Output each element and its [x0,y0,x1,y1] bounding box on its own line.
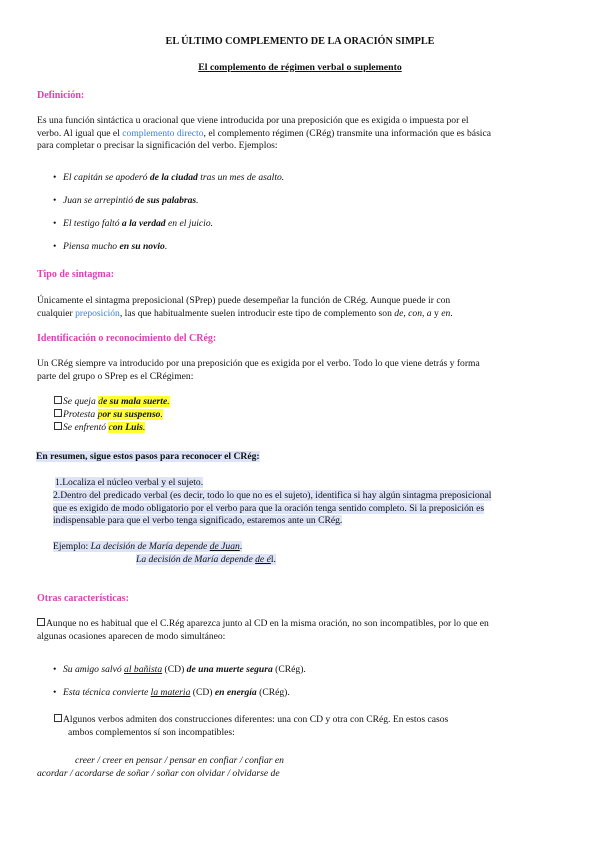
list-item: • El capitán se apoderó de la ciudad tras un mes de asalto. [53,172,285,183]
verb-pairs-line-2: acordar / acordarse de soñar / soñar con olvidar / olvidarse de [37,768,280,779]
heading-definicion: Definición: [37,90,85,101]
link-complemento-directo[interactable]: complemento directo [122,127,204,139]
resumen-example-2: La decisión de María depende de él. [136,554,276,565]
checkbox-icon [37,618,45,626]
identificacion-paragraph [37,358,565,383]
list-item: • Esta técnica convierte la materia (CD) en energía (CRég). [53,687,290,698]
link-preposicion[interactable]: preposición [75,307,120,319]
list-item: • Juan se arrepintió de sus palabras. [53,195,199,206]
checkbox-icon [54,396,62,404]
definicion-line-1: Es una función sintáctica u oracional que viene introducida por una preposición que es exigida o impuesta por el [37,115,469,126]
checkbox-icon [54,409,62,417]
heading-otras: Otras características: [37,593,129,604]
step-2: 2.Dentro del predicado verbal (es decir, todo lo que no es el sujeto), identifica si hay algún sintagma preposicional que es exigido de modo obligatorio por el verbo para que la oración tenga sentido completo. Si la preposición es indispensable para que el verbo tenga significado, estaremos ante un CRég. [53,490,492,526]
page-subtitle: El complemento de régimen verbal o suplemento [198,62,402,73]
definicion-line-2: verbo. Al igual que el complemento directo, el complemento régimen (CRég) transmite una información que es básica [37,127,491,139]
tipo-line-1: Únicamente el sintagma preposicional (SPrep) puede desempeñar la función de CRég. Aunque puede ir con [37,295,451,306]
tipo-paragraph [37,295,565,320]
otras-paragraph-1: Aunque no es habitual que el C.Rég aparezca junto al CD en la misma oración, no son incompatibles, por lo que en algunas ocasiones aparecen de modo simultáneo: [37,618,489,642]
tipo-line-2: cualquier preposición, las que habitualmente suelen introducir este tipo de complemento son de, con, a y en. [37,307,453,319]
definicion-paragraph [37,115,565,153]
definicion-line-3: para completar o precisar la significación del verbo. Ejemplos: [37,140,278,151]
checkbox-icon [54,714,62,722]
list-item: Se queja de su mala suerte. [54,396,170,409]
verb-pairs-line-1: creer / creer en pensar / pensar en confiar / confiar en [75,755,284,766]
list-item: • Piensa mucho en su novio. [53,241,168,252]
list-item: • El testigo faltó a la verdad en el juicio. [53,218,214,229]
list-item: • Su amigo salvó al bañista (CD) de una muerte segura (CRég). [53,664,306,675]
otras-paragraph-2: Algunos verbos admiten dos construcciones diferentes: una con CD y otra con CRég. En estos casos ambos complementos sí son incompatibles: [54,714,574,739]
heading-resumen: En resumen, sigue estos pasos para reconocer el CRég: [36,451,260,462]
list-item: Se enfrentó con Luis. [54,422,145,435]
list-item: Protesta por su suspenso. [54,409,163,422]
page-title: EL ÚLTIMO COMPLEMENTO DE LA ORACIÓN SIMPLE [165,36,435,47]
heading-identificacion: Identificación o reconocimiento del CRég: [37,333,217,344]
identificacion-line-2: parte del grupo o SPrep es el CRégimen: [37,370,194,382]
checkbox-icon [54,422,62,430]
identificacion-line-1: Un CRég siempre va introducido por una preposición que es exigida por el verbo. Todo lo que viene detrás y forma [37,358,480,369]
heading-tipo-sintagma: Tipo de sintagma: [37,269,115,280]
step-1: 1.Localiza el núcleo verbal y el sujeto. [55,477,204,488]
resumen-example-1: Ejemplo: La decisión de María depende de Juan. [53,541,243,552]
